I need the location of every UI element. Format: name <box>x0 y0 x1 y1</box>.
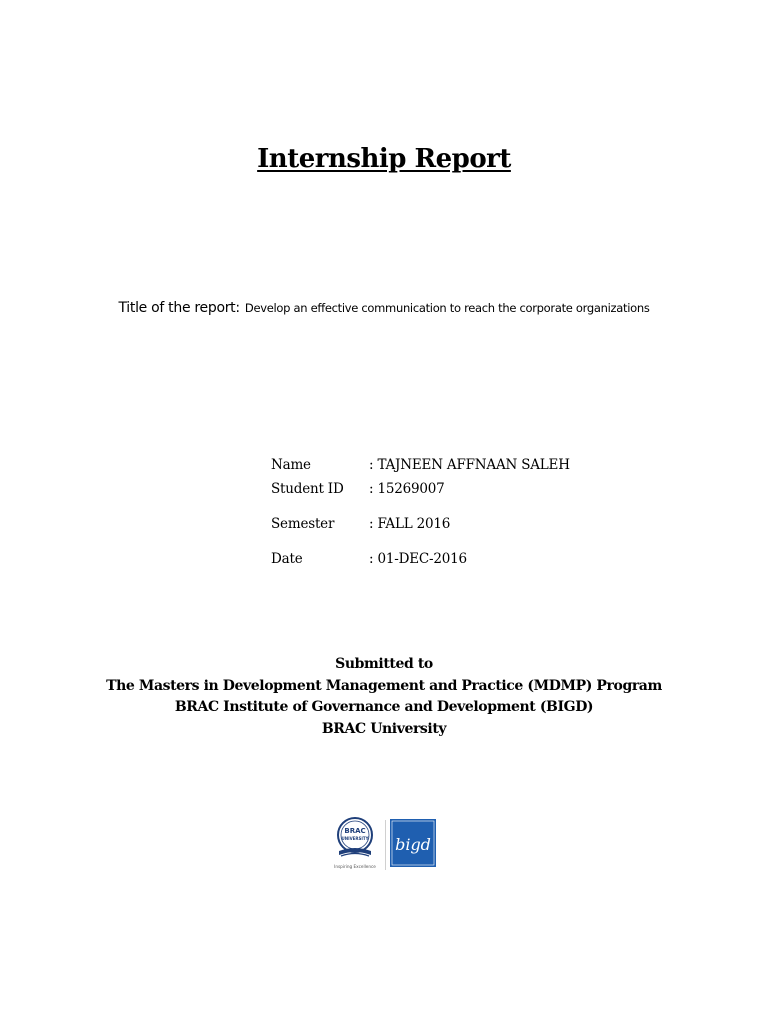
institute-name: BRAC Institute of Governance and Development (BIGD) <box>174 699 594 715</box>
detail-value: : FALL 2016 <box>369 516 451 532</box>
brac-logo-subtext: UNIVERSITY <box>341 836 369 841</box>
bigd-logo-text: bigd <box>395 835 431 854</box>
submission-block <box>0 654 768 740</box>
report-title-label: Title of the report: <box>118 300 240 316</box>
university-name: BRAC University <box>321 720 447 737</box>
program-name: The Masters in Development Management and Practice (MDMP) Program <box>106 677 662 694</box>
detail-row-name <box>271 456 570 474</box>
detail-label: Date <box>271 551 303 567</box>
detail-label: Name <box>271 457 311 473</box>
detail-label: Student ID <box>271 481 344 497</box>
submitted-to-heading: Submitted to <box>335 656 433 672</box>
detail-row-student-id <box>271 480 445 498</box>
logos <box>328 814 440 874</box>
page-title <box>0 142 768 176</box>
logo-divider <box>385 820 386 870</box>
brac-university-logo <box>328 814 382 872</box>
detail-row-semester <box>271 515 450 533</box>
report-title-value: Develop an effective communication to reach the corporate organizations <box>244 301 650 315</box>
brac-logo-text: BRAC <box>344 827 366 835</box>
brac-logo-tagline: Inspiring Excellence <box>334 864 376 869</box>
detail-value: : 15269007 <box>369 481 445 497</box>
detail-row-date <box>271 550 467 568</box>
detail-label: Semester <box>271 516 335 532</box>
page-title-text: Internship Report <box>257 144 511 174</box>
detail-value: : TAJNEEN AFFNAAN SALEH <box>369 457 570 473</box>
bigd-logo <box>390 819 436 867</box>
report-title-line <box>0 297 768 318</box>
detail-value: : 01-DEC-2016 <box>369 551 467 567</box>
